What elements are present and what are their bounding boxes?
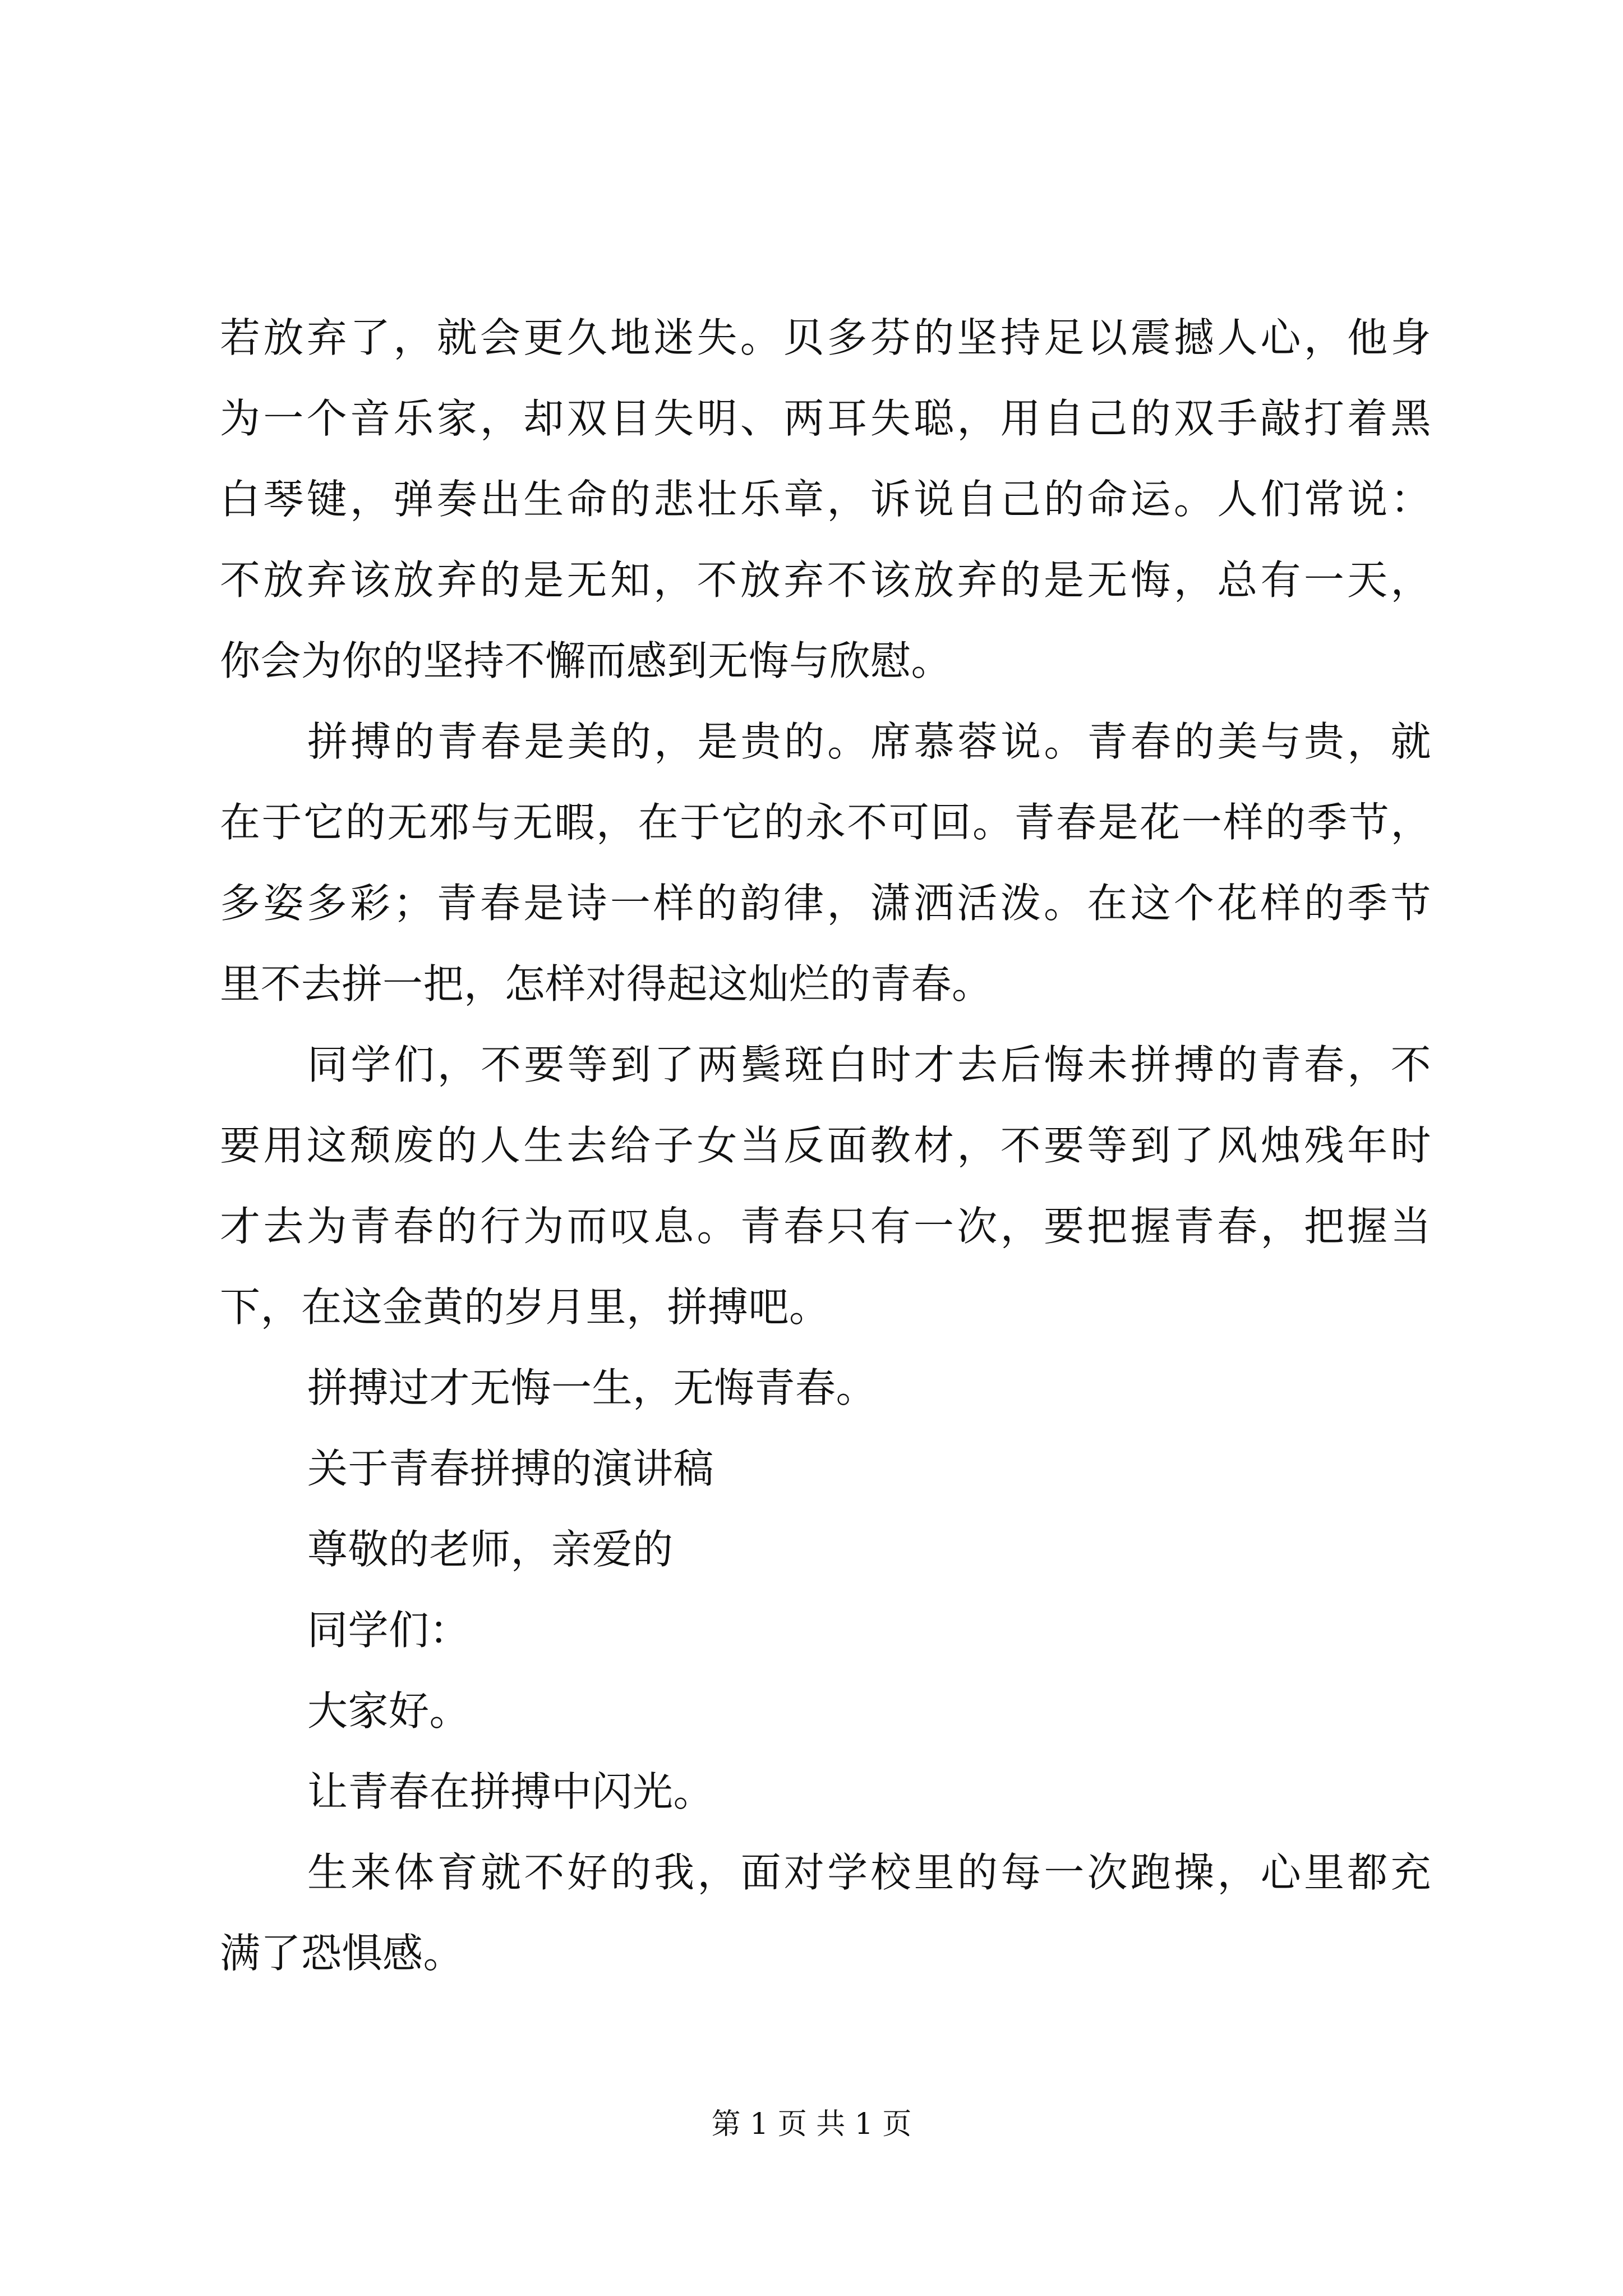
text-line: 同学们，不要等到了两鬓斑白时才去后悔未拼搏的青春，不	[307, 1041, 1431, 1088]
text-line: 多姿多彩；青春是诗一样的韵律，潇洒活泼。在这个花样的季节	[220, 880, 1431, 927]
text-line: 才去为青春的行为而叹息。青春只有一次，要把握青春，把握当	[220, 1203, 1431, 1250]
text-line: 若放弃了，就会更久地迷失。贝多芬的坚持足以震撼人心，他身	[220, 314, 1431, 361]
salutation-line: 同学们：	[307, 1607, 471, 1654]
text-line: 拼搏过才无悔一生，无悔青春。	[307, 1364, 877, 1411]
text-line: 要用这颓废的人生去给子女当反面教材，不要等到了风烛残年时	[220, 1122, 1431, 1169]
text-line: 白琴键，弹奏出生命的悲壮乐章，诉说自己的命运。人们常说：	[220, 476, 1431, 523]
page-number-footer: 第 1 页 共 1 页	[711, 2108, 912, 2141]
text-line: 下，在这金黄的岁月里，拼搏吧。	[220, 1283, 830, 1331]
text-line: 你会为你的坚持不懈而感到无悔与欣慰。	[220, 637, 952, 684]
text-line: 拼搏的青春是美的，是贵的。席慕蓉说。青春的美与贵，就	[307, 718, 1431, 765]
text-line: 在于它的无邪与无暇，在于它的永不可回。青春是花一样的季节，	[220, 799, 1431, 846]
salutation-line: 尊敬的老师，亲爱的	[307, 1526, 674, 1573]
speech-title: 关于青春拼搏的演讲稿	[307, 1445, 714, 1492]
text-line: 不放弃该放弃的是无知，不放弃不该放弃的是无悔，总有一天，	[220, 556, 1431, 604]
text-line: 里不去拼一把，怎样对得起这灿烂的青春。	[220, 960, 993, 1007]
text-line: 满了恐惧感。	[220, 1930, 464, 1977]
text-line: 为一个音乐家，却双目失明、两耳失聪，用自己的双手敲打着黑	[220, 395, 1431, 442]
text-line: 生来体育就不好的我，面对学校里的每一次跑操，心里都充	[307, 1849, 1431, 1896]
document-body	[220, 297, 1431, 1994]
greeting-line: 大家好。	[307, 1687, 471, 1734]
text-line: 让青春在拼搏中闪光。	[307, 1768, 714, 1815]
